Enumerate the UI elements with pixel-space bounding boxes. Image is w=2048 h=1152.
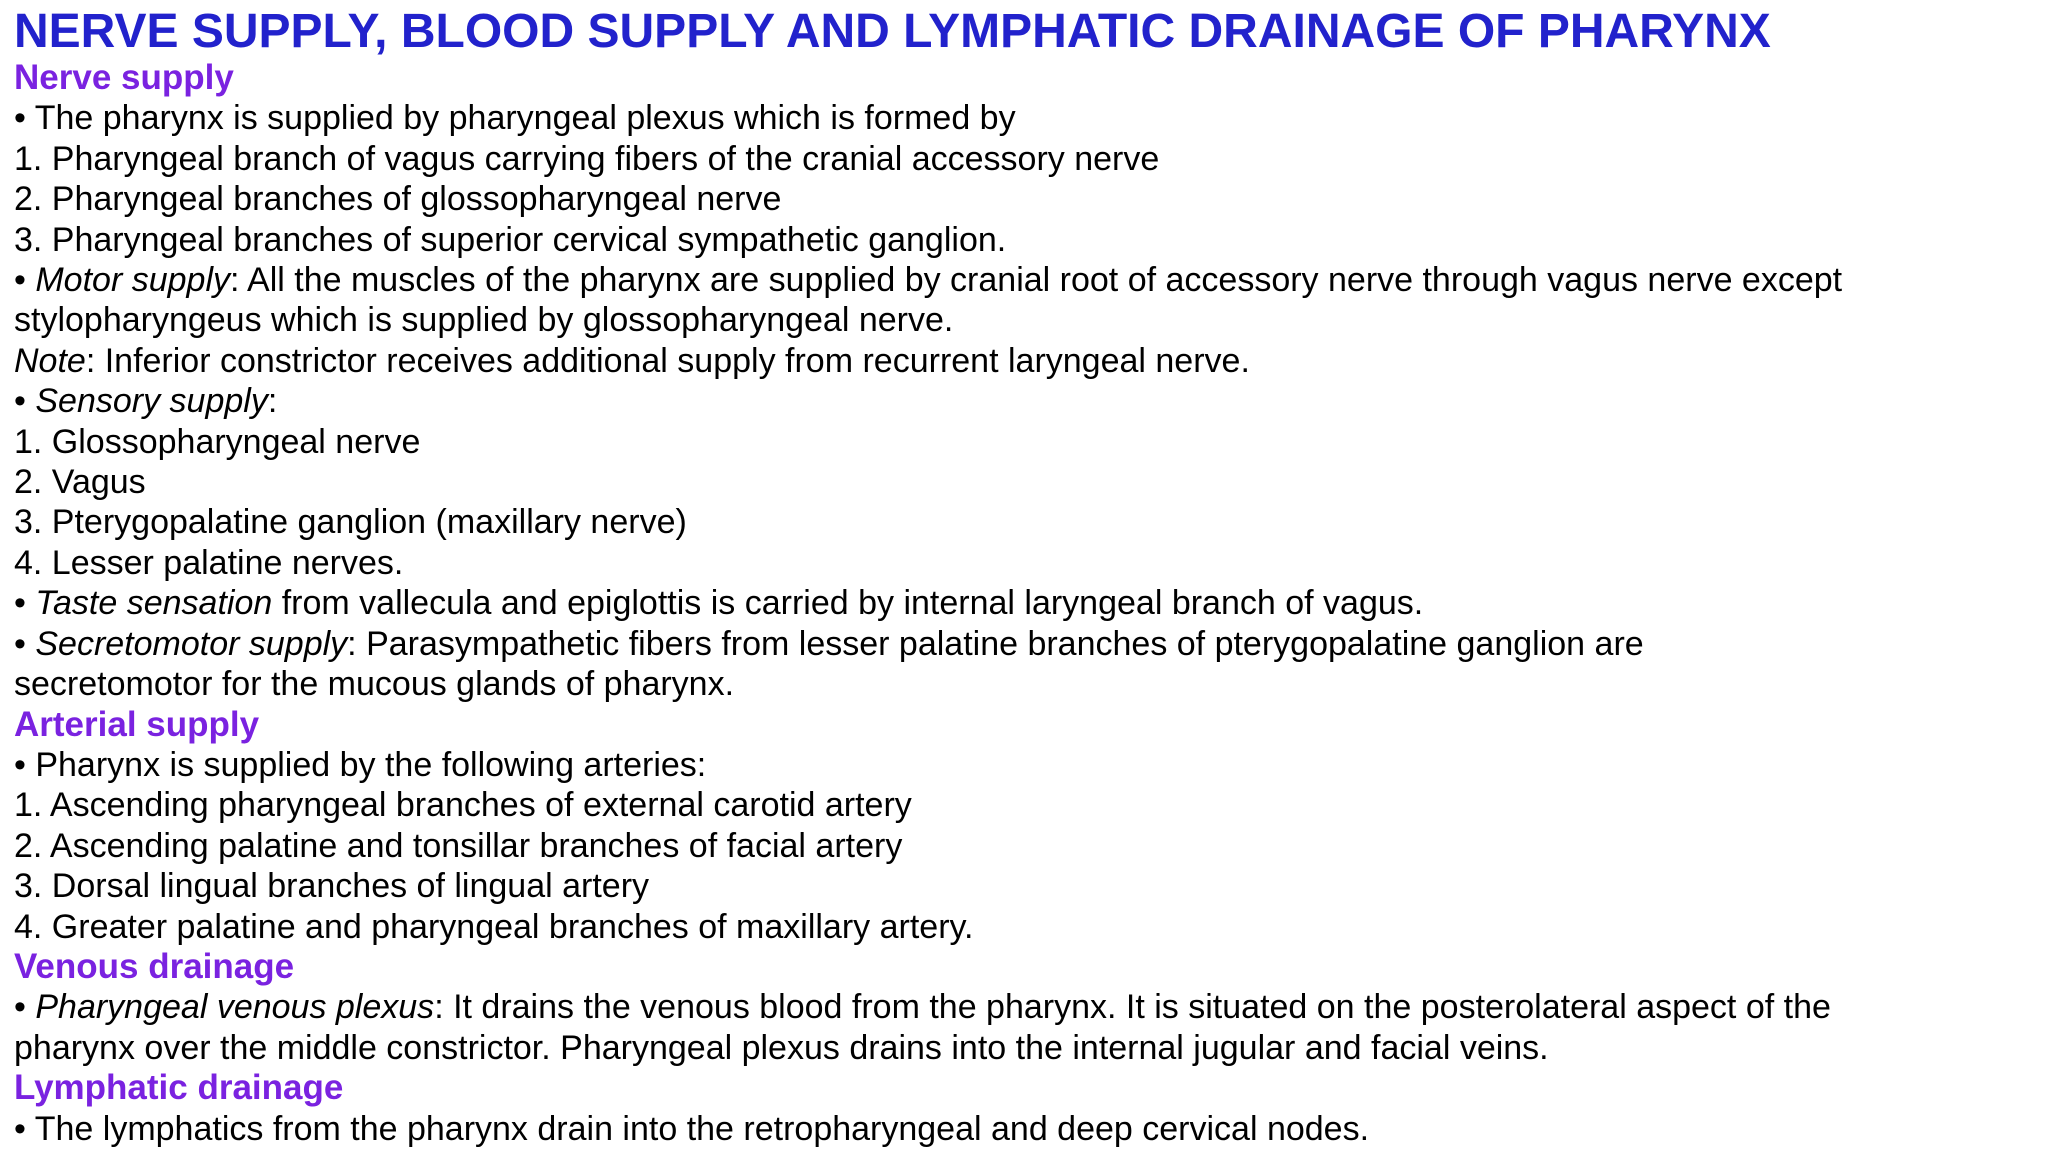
arterial-supply-heading: Arterial supply xyxy=(14,704,260,744)
sensory-supply-line xyxy=(14,381,2040,421)
venous-plexus-line xyxy=(14,987,2040,1027)
sensory-item: 1. Glossopharyngeal nerve xyxy=(14,422,421,461)
venous-drainage-heading: Venous drainage xyxy=(14,946,295,986)
bullet: • xyxy=(14,382,36,421)
motor-supply-label: Motor supply xyxy=(35,261,230,300)
artery-item: 2. Ascending palatine and tonsillar branches of facial artery xyxy=(14,826,903,865)
taste-sensation-label: Taste sensation xyxy=(35,584,273,623)
plexus-item: 2. Pharyngeal branches of glossopharyngeal nerve xyxy=(14,180,782,219)
motor-supply-line xyxy=(14,260,2040,300)
secretomotor-line xyxy=(14,624,2040,664)
artery-item: 1. Ascending pharyngeal branches of external carotid artery xyxy=(14,786,912,825)
artery-item: 3. Dorsal lingual branches of lingual artery xyxy=(14,867,650,906)
sensory-item: 3. Pterygopalatine ganglion (maxillary nerve) xyxy=(14,503,687,542)
sensory-item: 4. Lesser palatine nerves. xyxy=(14,543,404,582)
sensory-supply-label: Sensory supply xyxy=(35,382,268,421)
bullet: • xyxy=(14,988,36,1027)
venous-plexus-text: : It drains the venous blood from the pharynx. It is situated on the posterolateral aspect of the xyxy=(434,988,1831,1027)
page-title: NERVE SUPPLY, BLOOD SUPPLY AND LYMPHATIC DRAINAGE OF PHARYNX xyxy=(14,5,1771,58)
note-label: Note xyxy=(14,341,86,380)
secretomotor-continuation: secretomotor for the mucous glands of pharynx. xyxy=(14,665,735,704)
artery-item: 4. Greater palatine and pharyngeal branches of maxillary artery. xyxy=(14,907,974,946)
venous-plexus-continuation: pharynx over the middle constrictor. Pharyngeal plexus drains into the internal jugular and facial veins. xyxy=(14,1028,1549,1067)
note-text: : Inferior constrictor receives additional supply from recurrent laryngeal nerve. xyxy=(85,341,1250,380)
document-page xyxy=(14,6,2040,1149)
sensory-colon: : xyxy=(267,382,278,421)
nerve-intro: • The pharynx is supplied by pharyngeal plexus which is formed by xyxy=(14,99,1016,138)
arterial-supply-section xyxy=(14,705,2040,947)
motor-supply-text: : All the muscles of the pharynx are supplied by cranial root of accessory nerve through vagus nerve except xyxy=(230,261,1843,300)
secretomotor-label: Secretomotor supply xyxy=(35,624,348,663)
venous-plexus-label: Pharyngeal venous plexus xyxy=(35,988,435,1027)
bullet: • xyxy=(14,261,36,300)
nerve-supply-section xyxy=(14,58,2040,705)
motor-supply-continuation: stylopharyngeus which is supplied by glossopharyngeal nerve. xyxy=(14,301,954,340)
sensory-item: 2. Vagus xyxy=(14,463,146,502)
venous-drainage-section xyxy=(14,947,2040,1068)
lymphatic-drainage-heading: Lymphatic drainage xyxy=(14,1068,344,1108)
secretomotor-text: : Parasympathetic fibers from lesser palatine branches of pterygopalatine ganglion are xyxy=(347,624,1644,663)
arterial-intro: • Pharynx is supplied by the following arteries: xyxy=(14,745,707,784)
bullet: • xyxy=(14,584,36,623)
note-line xyxy=(14,341,2040,381)
taste-sensation-text: from vallecula and epiglottis is carried by internal laryngeal branch of vagus. xyxy=(272,584,1424,623)
lymphatic-drainage-section xyxy=(14,1068,2040,1149)
bullet: • xyxy=(14,624,36,663)
nerve-supply-heading: Nerve supply xyxy=(14,58,234,97)
taste-sensation-line xyxy=(14,583,2040,623)
lymphatic-text: • The lymphatics from the pharynx drain into the retropharyngeal and deep cervical nodes. xyxy=(14,1109,1370,1148)
plexus-item: 3. Pharyngeal branches of superior cervical sympathetic ganglion. xyxy=(14,220,1007,259)
plexus-item: 1. Pharyngeal branch of vagus carrying fibers of the cranial accessory nerve xyxy=(14,139,1160,178)
